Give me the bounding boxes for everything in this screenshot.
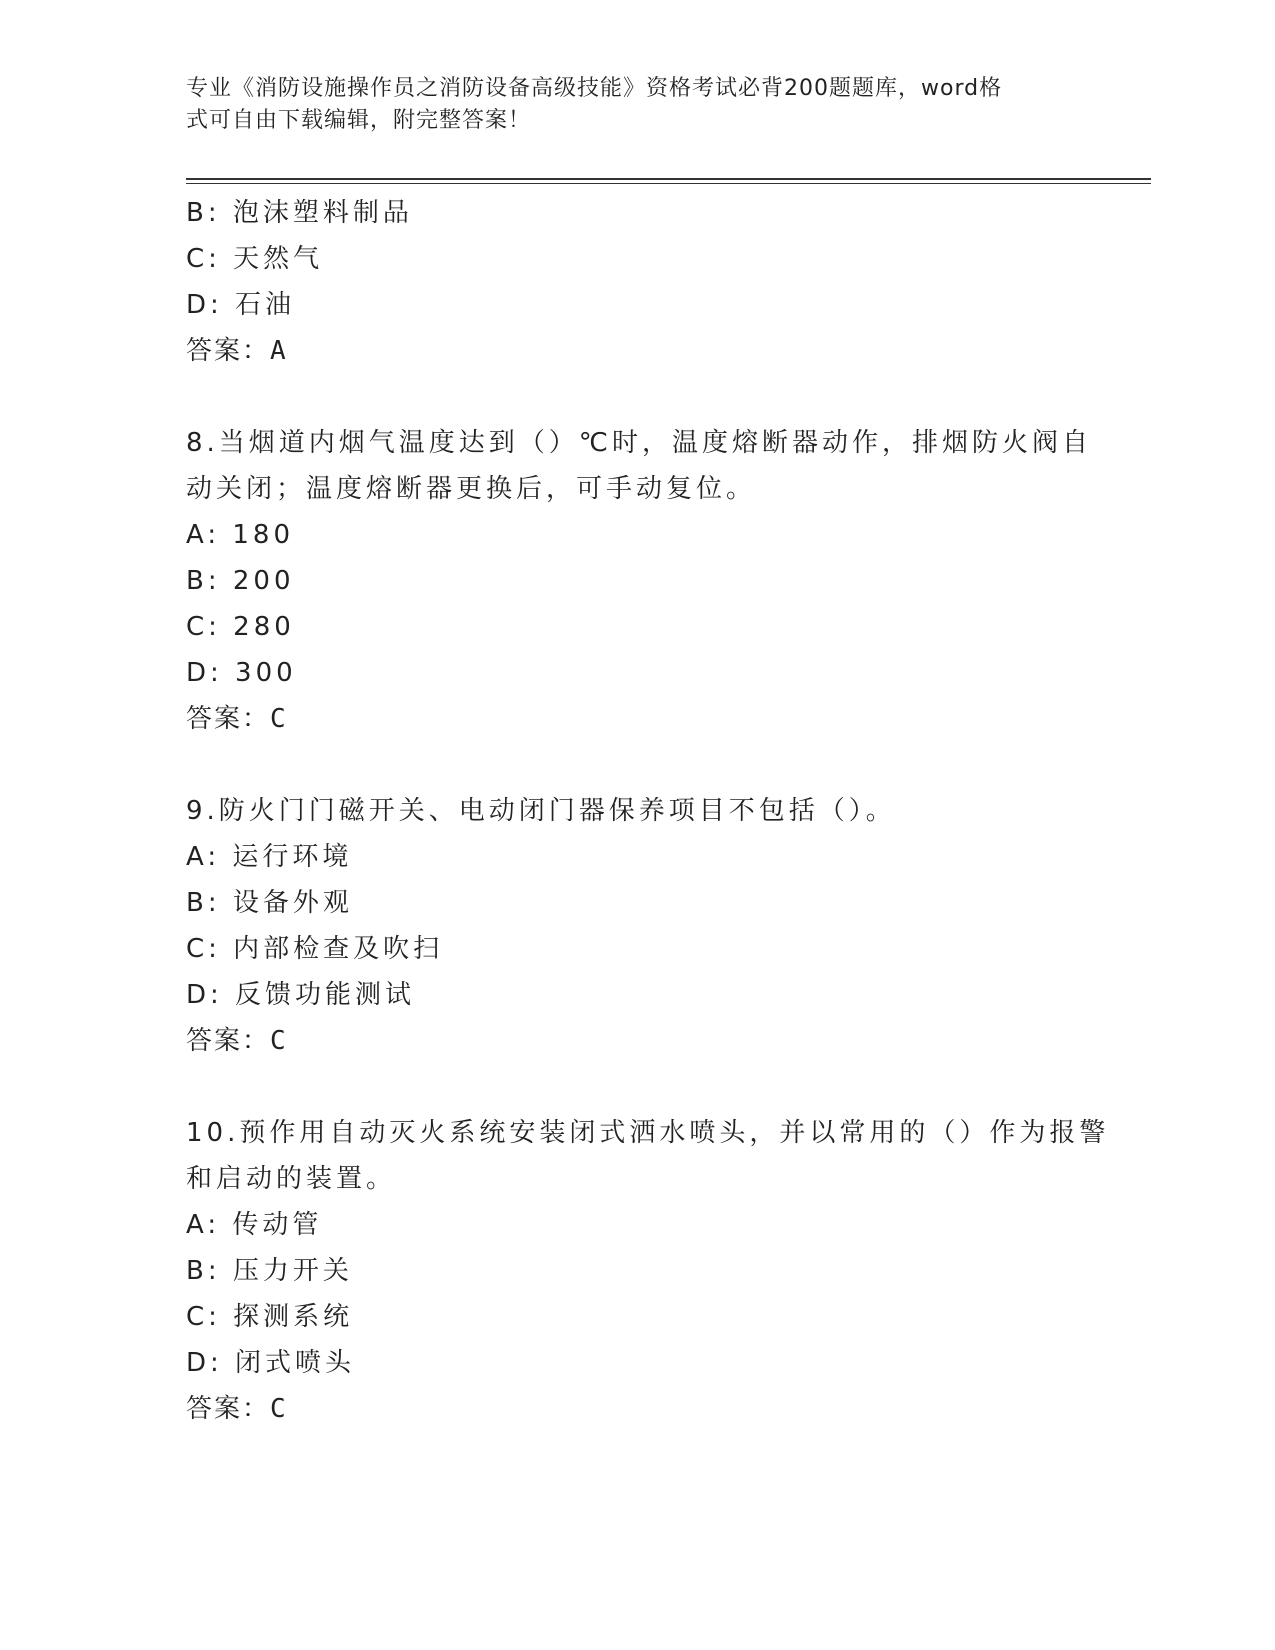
header-rule-thick: [186, 178, 1151, 180]
question-7: [186, 190, 1086, 374]
question-stem-line-1: 8.当烟道内烟气温度达到（）℃时，温度熔断器动作，排烟防火阀自: [186, 428, 1093, 458]
question-8: [186, 420, 1093, 742]
question-9: [186, 788, 1086, 1064]
option-d: D: 300: [186, 658, 297, 688]
option-c: C: 天然气: [186, 244, 324, 274]
header-line-2: 式可自由下载编辑，附完整答案！: [186, 108, 532, 133]
header-line-1: 专业《消防设施操作员之消防设备高级技能》资格考试必背200题题库，word格: [186, 76, 1003, 101]
answer: 答案：A: [186, 336, 288, 366]
question-stem-line-1: 10.预作用自动灭火系统安装闭式洒水喷头，并以常用的（）作为报警: [186, 1118, 1110, 1148]
question-10: [186, 1110, 1110, 1432]
option-b: B: 泡沫塑料制品: [186, 198, 413, 228]
question-stem-line-1: 9.防火门门磁开关、电动闭门器保养项目不包括（）。: [186, 796, 896, 826]
answer: 答案：C: [186, 1394, 288, 1424]
option-d: D: 石油: [186, 290, 296, 320]
question-stem-line-2: 和启动的装置。: [186, 1164, 397, 1194]
option-d: D: 闭式喷头: [186, 1348, 356, 1378]
answer: 答案：C: [186, 1026, 288, 1056]
option-b: B: 200: [186, 566, 295, 596]
option-c: C: 280: [186, 612, 295, 642]
question-stem-line-2: 动关闭；温度熔断器更换后，可手动复位。: [186, 474, 757, 504]
option-b: B: 压力开关: [186, 1256, 353, 1286]
question-list: [186, 190, 1110, 1432]
option-a: A: 运行环境: [186, 842, 353, 872]
header-rule-thin: [186, 183, 1151, 184]
document-header: [186, 73, 1066, 137]
option-a: A: 180: [186, 520, 294, 550]
answer: 答案：C: [186, 704, 288, 734]
option-c: C: 内部检查及吹扫: [186, 934, 444, 964]
option-c: C: 探测系统: [186, 1302, 354, 1332]
option-a: A: 传动管: [186, 1210, 323, 1240]
option-b: B: 设备外观: [186, 888, 353, 918]
option-d: D: 反馈功能测试: [186, 980, 416, 1010]
